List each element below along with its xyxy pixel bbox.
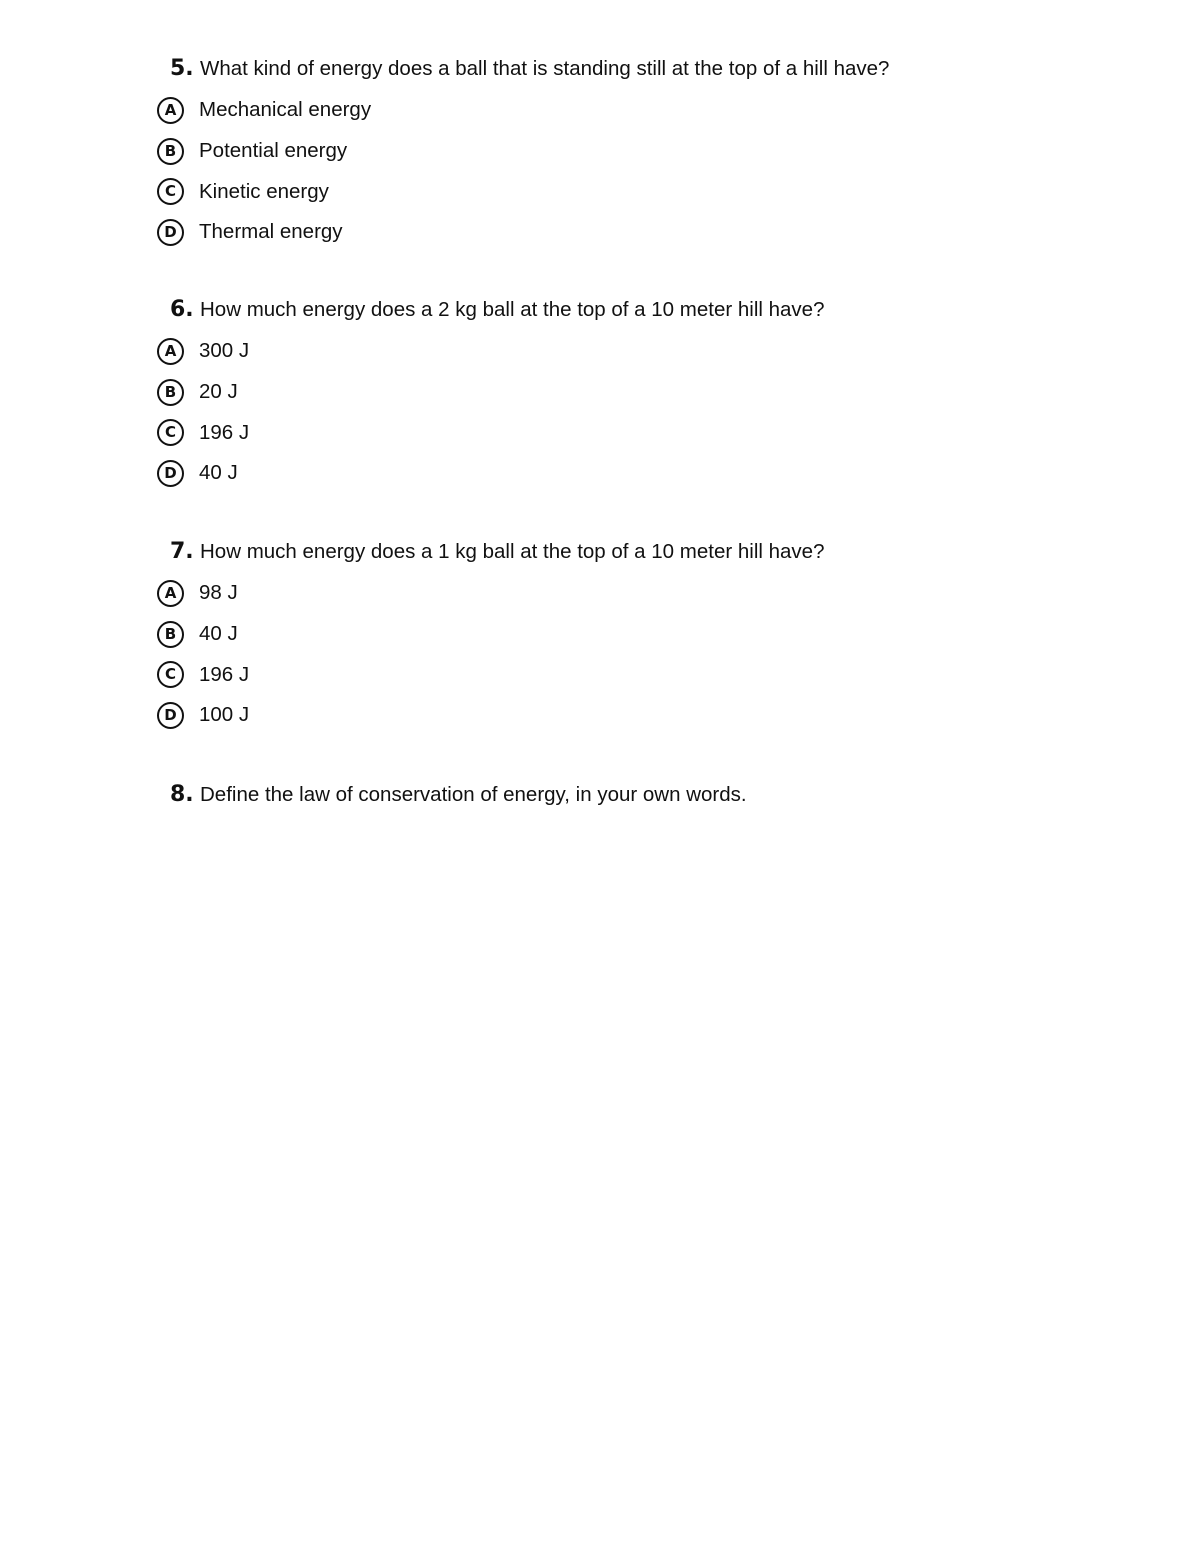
question-5 — [157, 56, 1057, 253]
option-text: 196 J — [199, 662, 250, 686]
question-number: 7. — [170, 539, 194, 564]
question-text: How much energy does a 1 kg ball at the top of a 10 meter hill have? — [200, 540, 825, 563]
option-bubble-d[interactable]: D — [157, 460, 184, 487]
option-d[interactable] — [157, 212, 1057, 253]
question-number: 6. — [170, 297, 194, 322]
option-bubble-b[interactable]: B — [157, 138, 184, 165]
option-d[interactable] — [157, 453, 1057, 494]
option-b[interactable] — [157, 614, 1057, 655]
option-bubble-c[interactable]: C — [157, 661, 184, 688]
option-text: Thermal energy — [199, 220, 343, 244]
option-text: 98 J — [199, 581, 238, 605]
option-c[interactable] — [157, 654, 1057, 695]
option-text: 40 J — [199, 461, 238, 485]
question-header — [157, 297, 1057, 331]
option-b[interactable] — [157, 372, 1057, 413]
option-bubble-c[interactable]: C — [157, 178, 184, 205]
option-text: 100 J — [199, 703, 250, 727]
option-text: Mechanical energy — [199, 98, 372, 122]
option-a[interactable] — [157, 331, 1057, 372]
option-c[interactable] — [157, 412, 1057, 453]
option-text: Potential energy — [199, 139, 348, 163]
option-text: 20 J — [199, 380, 238, 404]
option-c[interactable] — [157, 171, 1057, 212]
option-b[interactable] — [157, 131, 1057, 172]
option-a[interactable] — [157, 90, 1057, 131]
option-text: 40 J — [199, 622, 238, 646]
option-d[interactable] — [157, 695, 1057, 736]
question-text: How much energy does a 2 kg ball at the top of a 10 meter hill have? — [200, 298, 825, 321]
question-number: 8. — [170, 782, 194, 807]
option-text: 300 J — [199, 339, 250, 363]
question-8 — [157, 782, 1057, 816]
question-6 — [157, 297, 1057, 494]
option-bubble-c[interactable]: C — [157, 419, 184, 446]
answer-options — [157, 573, 1057, 736]
option-text: Kinetic energy — [199, 179, 329, 203]
question-header — [157, 539, 1057, 573]
answer-options — [157, 90, 1057, 253]
question-text: Define the law of conservation of energy, in your own words. — [200, 783, 747, 806]
question-header — [157, 56, 1057, 90]
option-bubble-a[interactable]: A — [157, 338, 184, 365]
question-number: 5. — [170, 56, 194, 81]
question-7 — [157, 539, 1057, 736]
option-bubble-d[interactable]: D — [157, 219, 184, 246]
option-bubble-b[interactable]: B — [157, 621, 184, 648]
answer-options — [157, 331, 1057, 494]
option-bubble-a[interactable]: A — [157, 97, 184, 124]
option-bubble-d[interactable]: D — [157, 702, 184, 729]
question-text: What kind of energy does a ball that is standing still at the top of a hill have? — [200, 57, 890, 80]
option-a[interactable] — [157, 573, 1057, 614]
question-header — [157, 782, 1057, 816]
option-bubble-a[interactable]: A — [157, 580, 184, 607]
option-text: 196 J — [199, 420, 250, 444]
option-bubble-b[interactable]: B — [157, 379, 184, 406]
